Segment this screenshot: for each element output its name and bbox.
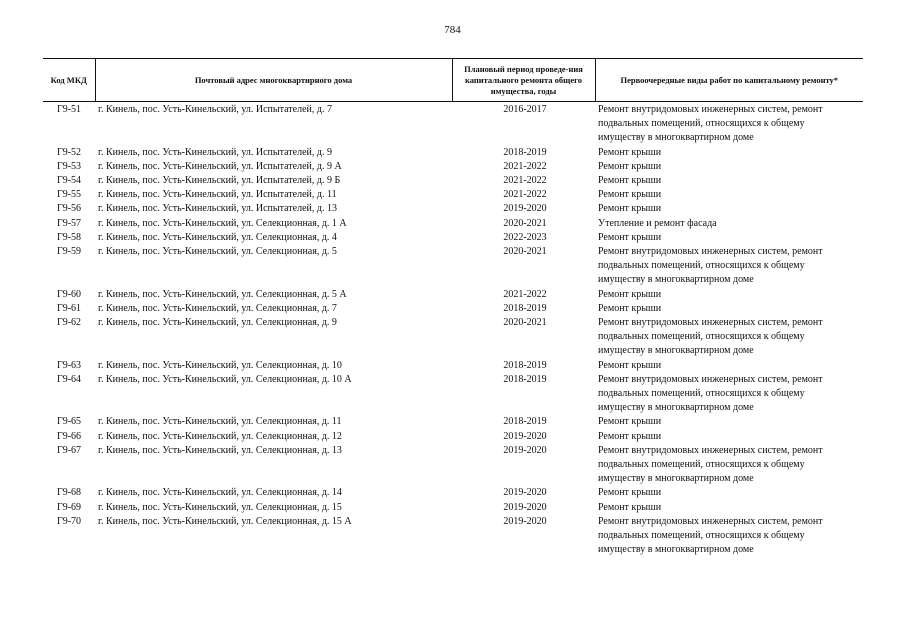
period-cell: 2022-2023 xyxy=(503,231,547,243)
works-cell: Ремонт крыши xyxy=(598,231,662,243)
code-cell: Г9-68 xyxy=(56,487,82,499)
works-cell: Ремонт внутридомовых инженерных систем, ремонт подвальных помещений, относящихся к общему имуществу в многоквартирном доме xyxy=(598,104,823,144)
table-row xyxy=(43,174,863,188)
works-cell: Ремонт крыши xyxy=(598,302,662,314)
table-row xyxy=(43,102,863,146)
code-cell: Г9-51 xyxy=(56,104,82,115)
address-cell: г. Кинель, пос. Усть-Кинельский, ул. Испытателей, д. 9 А xyxy=(98,160,342,172)
table-row xyxy=(43,302,863,316)
address-cell: г. Кинель, пос. Усть-Кинельский, ул. Селекционная, д. 10 xyxy=(98,359,342,371)
code-cell: Г9-70 xyxy=(56,515,82,527)
works-cell: Утепление и ремонт фасада xyxy=(598,217,717,229)
code-cell: Г9-52 xyxy=(56,146,82,158)
table-row xyxy=(43,288,863,302)
period-cell: 2019-2020 xyxy=(503,487,547,499)
table-row xyxy=(43,444,863,487)
period-cell: 2018-2019 xyxy=(503,359,547,371)
table-row xyxy=(43,515,863,558)
address-cell: г. Кинель, пос. Усть-Кинельский, ул. Селекционная, д. 4 xyxy=(98,231,337,243)
works-cell: Ремонт крыши xyxy=(598,487,662,499)
table-header xyxy=(43,59,863,102)
period-cell: 2019-2020 xyxy=(503,203,547,215)
period-cell: 2021-2022 xyxy=(503,160,547,172)
code-cell: Г9-64 xyxy=(56,373,82,385)
address-cell: г. Кинель, пос. Усть-Кинельский, ул. Селекционная, д. 7 xyxy=(98,302,337,314)
works-cell: Ремонт крыши xyxy=(598,160,662,172)
address-cell: г. Кинель, пос. Усть-Кинельский, ул. Селекционная, д. 14 xyxy=(98,487,342,499)
period-cell: 2018-2019 xyxy=(503,146,547,158)
period-cell: 2021-2022 xyxy=(503,175,547,187)
works-cell: Ремонт крыши xyxy=(598,359,662,371)
table-row xyxy=(43,231,863,245)
period-cell: 2018-2019 xyxy=(503,302,547,314)
address-cell: г. Кинель, пос. Усть-Кинельский, ул. Селекционная, д. 15 А xyxy=(98,515,352,527)
address-cell: г. Кинель, пос. Усть-Кинельский, ул. Селекционная, д. 11 xyxy=(98,416,342,428)
works-cell: Ремонт внутридомовых инженерных систем, ремонт подвальных помещений, относящихся к общему имуществу в многоквартирном доме xyxy=(598,246,823,286)
address-cell: г. Кинель, пос. Усть-Кинельский, ул. Испытателей, д. 13 xyxy=(98,203,337,215)
address-cell: г. Кинель, пос. Усть-Кинельский, ул. Селекционная, д. 5 А xyxy=(98,288,347,300)
address-cell: г. Кинель, пос. Усть-Кинельский, ул. Испытателей, д. 11 xyxy=(98,189,337,201)
period-cell: 2018-2019 xyxy=(503,373,547,385)
address-cell: г. Кинель, пос. Усть-Кинельский, ул. Селекционная, д. 13 xyxy=(98,444,342,456)
table-row xyxy=(43,202,863,216)
code-cell: Г9-66 xyxy=(56,430,82,442)
code-cell: Г9-58 xyxy=(56,231,82,243)
table-row xyxy=(43,359,863,373)
table-row xyxy=(43,415,863,429)
period-cell: 2016-2017 xyxy=(503,104,547,115)
column-header-works: Первоочередные виды работ по капитальному ремонту* xyxy=(595,59,863,102)
address-cell: г. Кинель, пос. Усть-Кинельский, ул. Селекционная, д. 15 xyxy=(98,501,342,513)
table-row xyxy=(43,217,863,231)
period-cell: 2020-2021 xyxy=(503,246,547,258)
period-cell: 2019-2020 xyxy=(503,501,547,513)
code-cell: Г9-57 xyxy=(56,217,82,229)
period-cell: 2019-2020 xyxy=(503,515,547,527)
code-cell: Г9-63 xyxy=(56,359,82,371)
address-cell: г. Кинель, пос. Усть-Кинельский, ул. Селекционная, д. 1 А xyxy=(98,217,347,229)
column-header-code: Код МКД xyxy=(43,59,95,102)
address-cell: г. Кинель, пос. Усть-Кинельский, ул. Испытателей, д. 9 Б xyxy=(98,175,341,187)
works-cell: Ремонт внутридомовых инженерных систем, ремонт подвальных помещений, относящихся к общему имуществу в многоквартирном доме xyxy=(598,317,823,357)
works-cell: Ремонт крыши xyxy=(598,203,662,215)
table-row xyxy=(43,316,863,359)
works-cell: Ремонт крыши xyxy=(598,416,662,428)
code-cell: Г9-61 xyxy=(56,302,82,314)
table-row xyxy=(43,160,863,174)
works-cell: Ремонт крыши xyxy=(598,189,662,201)
address-cell: г. Кинель, пос. Усть-Кинельский, ул. Селекционная, д. 10 А xyxy=(98,373,352,385)
table-row xyxy=(43,430,863,444)
works-cell: Ремонт крыши xyxy=(598,146,662,158)
table-row xyxy=(43,188,863,202)
period-cell: 2018-2019 xyxy=(503,416,547,428)
address-cell: г. Кинель, пос. Усть-Кинельский, ул. Селекционная, д. 9 xyxy=(98,317,337,329)
column-header-period: Плановый период проведе-ния капитального ремонта общего имущества, годы xyxy=(452,59,595,102)
table-row xyxy=(43,245,863,288)
period-cell: 2020-2021 xyxy=(503,317,547,329)
works-cell: Ремонт крыши xyxy=(598,501,662,513)
code-cell: Г9-67 xyxy=(56,444,82,456)
period-cell: 2020-2021 xyxy=(503,217,547,229)
works-cell: Ремонт внутридомовых инженерных систем, ремонт подвальных помещений, относящихся к общему имуществу в многоквартирном доме xyxy=(598,515,823,556)
period-cell: 2019-2020 xyxy=(503,430,547,442)
works-cell: Ремонт крыши xyxy=(598,288,662,300)
code-cell: Г9-59 xyxy=(56,246,82,258)
page-number: 784 xyxy=(444,24,461,36)
works-cell: Ремонт крыши xyxy=(598,430,662,442)
works-cell: Ремонт внутридомовых инженерных систем, ремонт подвальных помещений, относящихся к общему имуществу в многоквартирном доме xyxy=(598,373,823,414)
address-cell: г. Кинель, пос. Усть-Кинельский, ул. Селекционная, д. 5 xyxy=(98,246,337,258)
table-body xyxy=(43,102,863,558)
code-cell: Г9-55 xyxy=(56,189,82,201)
code-cell: Г9-53 xyxy=(56,160,82,172)
period-cell: 2021-2022 xyxy=(503,288,547,300)
code-cell: Г9-56 xyxy=(56,203,82,215)
column-header-address: Почтовый адрес многоквартирного дома xyxy=(95,59,452,102)
code-cell: Г9-54 xyxy=(56,175,82,187)
table-row xyxy=(43,146,863,160)
table-row xyxy=(43,501,863,515)
address-cell: г. Кинель, пос. Усть-Кинельский, ул. Селекционная, д. 12 xyxy=(98,430,342,442)
capital-repair-table xyxy=(43,58,863,558)
code-cell: Г9-62 xyxy=(56,317,82,329)
period-cell: 2021-2022 xyxy=(503,189,547,201)
period-cell: 2019-2020 xyxy=(503,444,547,456)
code-cell: Г9-69 xyxy=(56,501,82,513)
table-row xyxy=(43,373,863,416)
works-cell: Ремонт крыши xyxy=(598,175,662,187)
works-cell: Ремонт внутридомовых инженерных систем, ремонт подвальных помещений, относящихся к общему имуществу в многоквартирном доме xyxy=(598,444,823,485)
code-cell: Г9-60 xyxy=(56,288,82,300)
address-cell: г. Кинель, пос. Усть-Кинельский, ул. Испытателей, д. 7 xyxy=(98,104,332,115)
table-row xyxy=(43,486,863,500)
address-cell: г. Кинель, пос. Усть-Кинельский, ул. Испытателей, д. 9 xyxy=(98,146,332,158)
code-cell: Г9-65 xyxy=(56,416,82,428)
